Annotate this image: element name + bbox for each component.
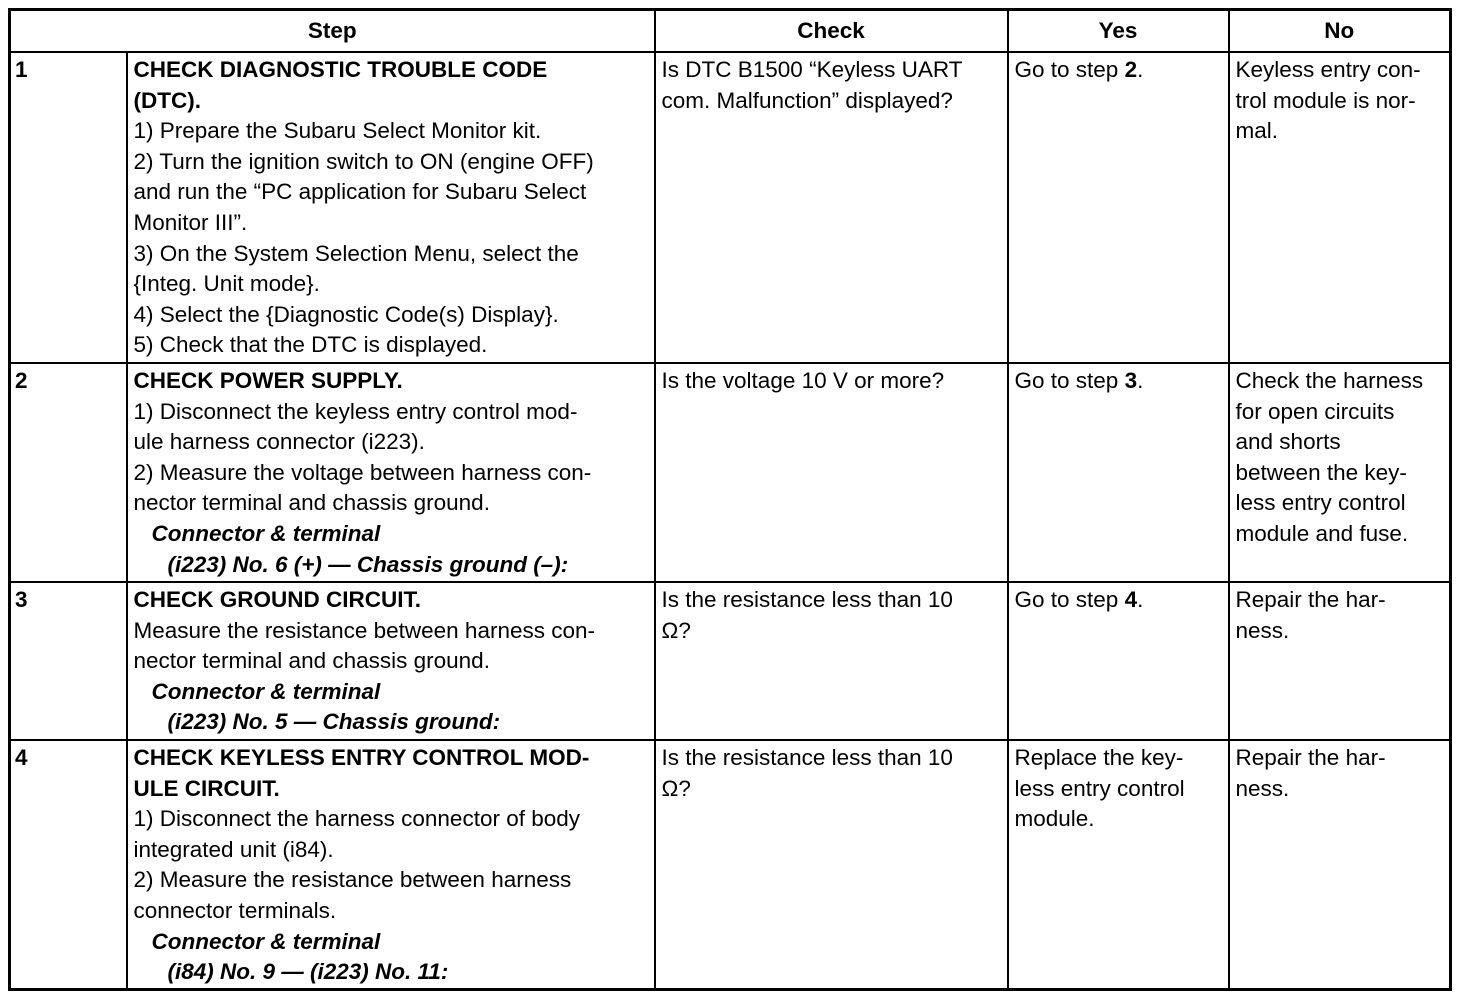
yes-cell: [1008, 363, 1229, 582]
yes-suffix: .: [1137, 57, 1144, 82]
step-title: CHECK DIAGNOSTIC TROUBLE CODE: [133, 57, 548, 82]
no-cell: [1229, 52, 1451, 363]
step-line: nector terminal and chassis ground.: [133, 490, 490, 516]
no-line: and shorts: [1235, 429, 1341, 455]
step-number: 3: [10, 582, 127, 740]
yes-cell: [1008, 52, 1229, 363]
check-line: Is the resistance less than 10: [661, 587, 953, 612]
connector-value: (i223) No. 6 (+) — Chassis ground (–):: [167, 551, 569, 577]
step-number: 1: [10, 52, 127, 363]
no-line: less entry control: [1235, 490, 1406, 516]
step-number: 2: [10, 363, 127, 582]
step-line: Measure the resistance between harness con-: [133, 617, 596, 643]
table-row: [10, 363, 1451, 582]
connector-label: Connector & terminal: [151, 928, 381, 954]
check-line: Is the voltage 10 V or more?: [661, 368, 945, 393]
header-yes: Yes: [1008, 10, 1229, 53]
yes-cell: [1008, 740, 1229, 989]
yes-prefix: Go to step: [1014, 587, 1125, 612]
no-cell: [1229, 740, 1451, 989]
no-line: Check the harness: [1235, 368, 1424, 393]
check-cell: [655, 740, 1008, 989]
step-number: 4: [10, 740, 127, 989]
step-line: 1) Disconnect the harness connector of body: [133, 806, 581, 832]
table-row: [10, 740, 1451, 989]
no-cell: [1229, 582, 1451, 740]
yes-cell: [1008, 582, 1229, 740]
no-line: Keyless entry con-: [1235, 57, 1421, 82]
no-line: module and fuse.: [1235, 520, 1409, 546]
step-line: Monitor III”.: [133, 209, 248, 235]
step-line: and run the “PC application for Subaru Select: [133, 179, 587, 205]
connector-label: Connector & terminal: [151, 520, 381, 546]
step-line: 2) Measure the voltage between harness con-: [133, 459, 592, 485]
step-line: 4) Select the {Diagnostic Code(s) Display}.: [133, 301, 559, 327]
yes-suffix: .: [1137, 368, 1144, 393]
connector-value: (i223) No. 5 — Chassis ground:: [167, 709, 501, 735]
step-title: CHECK KEYLESS ENTRY CONTROL MOD-: [133, 745, 590, 770]
step-description: [127, 363, 655, 582]
check-line: Is the resistance less than 10: [661, 745, 953, 770]
step-description: [127, 52, 655, 363]
step-line: nector terminal and chassis ground.: [133, 648, 490, 674]
connector-label: Connector & terminal: [151, 678, 381, 704]
yes-step-number: 2: [1124, 57, 1138, 82]
check-cell: [655, 363, 1008, 582]
step-title: CHECK GROUND CIRCUIT.: [133, 587, 422, 612]
no-line: mal.: [1235, 118, 1279, 144]
no-line: Repair the har-: [1235, 745, 1386, 770]
check-line: Is DTC B1500 “Keyless UART: [661, 57, 963, 82]
step-line: 3) On the System Selection Menu, select the: [133, 240, 579, 266]
no-line: ness.: [1235, 617, 1290, 643]
no-cell: [1229, 363, 1451, 582]
yes-prefix: Go to step: [1014, 368, 1125, 393]
no-line: between the key-: [1235, 459, 1407, 485]
step-line: 1) Disconnect the keyless entry control mod-: [133, 398, 578, 424]
table-header-row: [10, 10, 1451, 53]
step-description: [127, 740, 655, 989]
no-line: for open circuits: [1235, 398, 1395, 424]
step-title: (DTC).: [133, 87, 201, 113]
check-cell: [655, 52, 1008, 363]
yes-line: module.: [1014, 806, 1095, 832]
step-line: ule harness connector (i223).: [133, 429, 425, 455]
table-row: [10, 52, 1451, 363]
connector-value: (i84) No. 9 — (i223) No. 11:: [167, 959, 449, 985]
yes-line: Replace the key-: [1014, 745, 1184, 770]
yes-line: less entry control: [1014, 775, 1185, 801]
step-line: connector terminals.: [133, 897, 337, 923]
step-line: {Integ. Unit mode}.: [133, 271, 320, 297]
no-line: Repair the har-: [1235, 587, 1386, 612]
check-line: Ω?: [661, 775, 691, 801]
step-line: 2) Measure the resistance between harness: [133, 867, 572, 893]
step-description: [127, 582, 655, 740]
yes-suffix: .: [1137, 587, 1144, 612]
check-line: Ω?: [661, 617, 691, 643]
yes-step-number: 4: [1124, 587, 1138, 612]
no-line: ness.: [1235, 775, 1290, 801]
step-line: 5) Check that the DTC is displayed.: [133, 332, 488, 358]
yes-prefix: Go to step: [1014, 57, 1125, 82]
diagnostic-procedure-table: [8, 8, 1452, 991]
header-no: No: [1229, 10, 1451, 53]
yes-step-number: 3: [1124, 368, 1138, 393]
header-check: Check: [655, 10, 1008, 53]
step-title: ULE CIRCUIT.: [133, 775, 280, 801]
no-line: trol module is nor-: [1235, 87, 1416, 113]
step-title: CHECK POWER SUPPLY.: [133, 368, 403, 393]
check-line: com. Malfunction” displayed?: [661, 87, 953, 113]
step-line: 2) Turn the ignition switch to ON (engine OFF): [133, 148, 594, 174]
header-step: Step: [10, 10, 655, 53]
step-line: integrated unit (i84).: [133, 836, 334, 862]
step-line: 1) Prepare the Subaru Select Monitor kit.: [133, 118, 542, 144]
check-cell: [655, 582, 1008, 740]
table-row: [10, 582, 1451, 740]
